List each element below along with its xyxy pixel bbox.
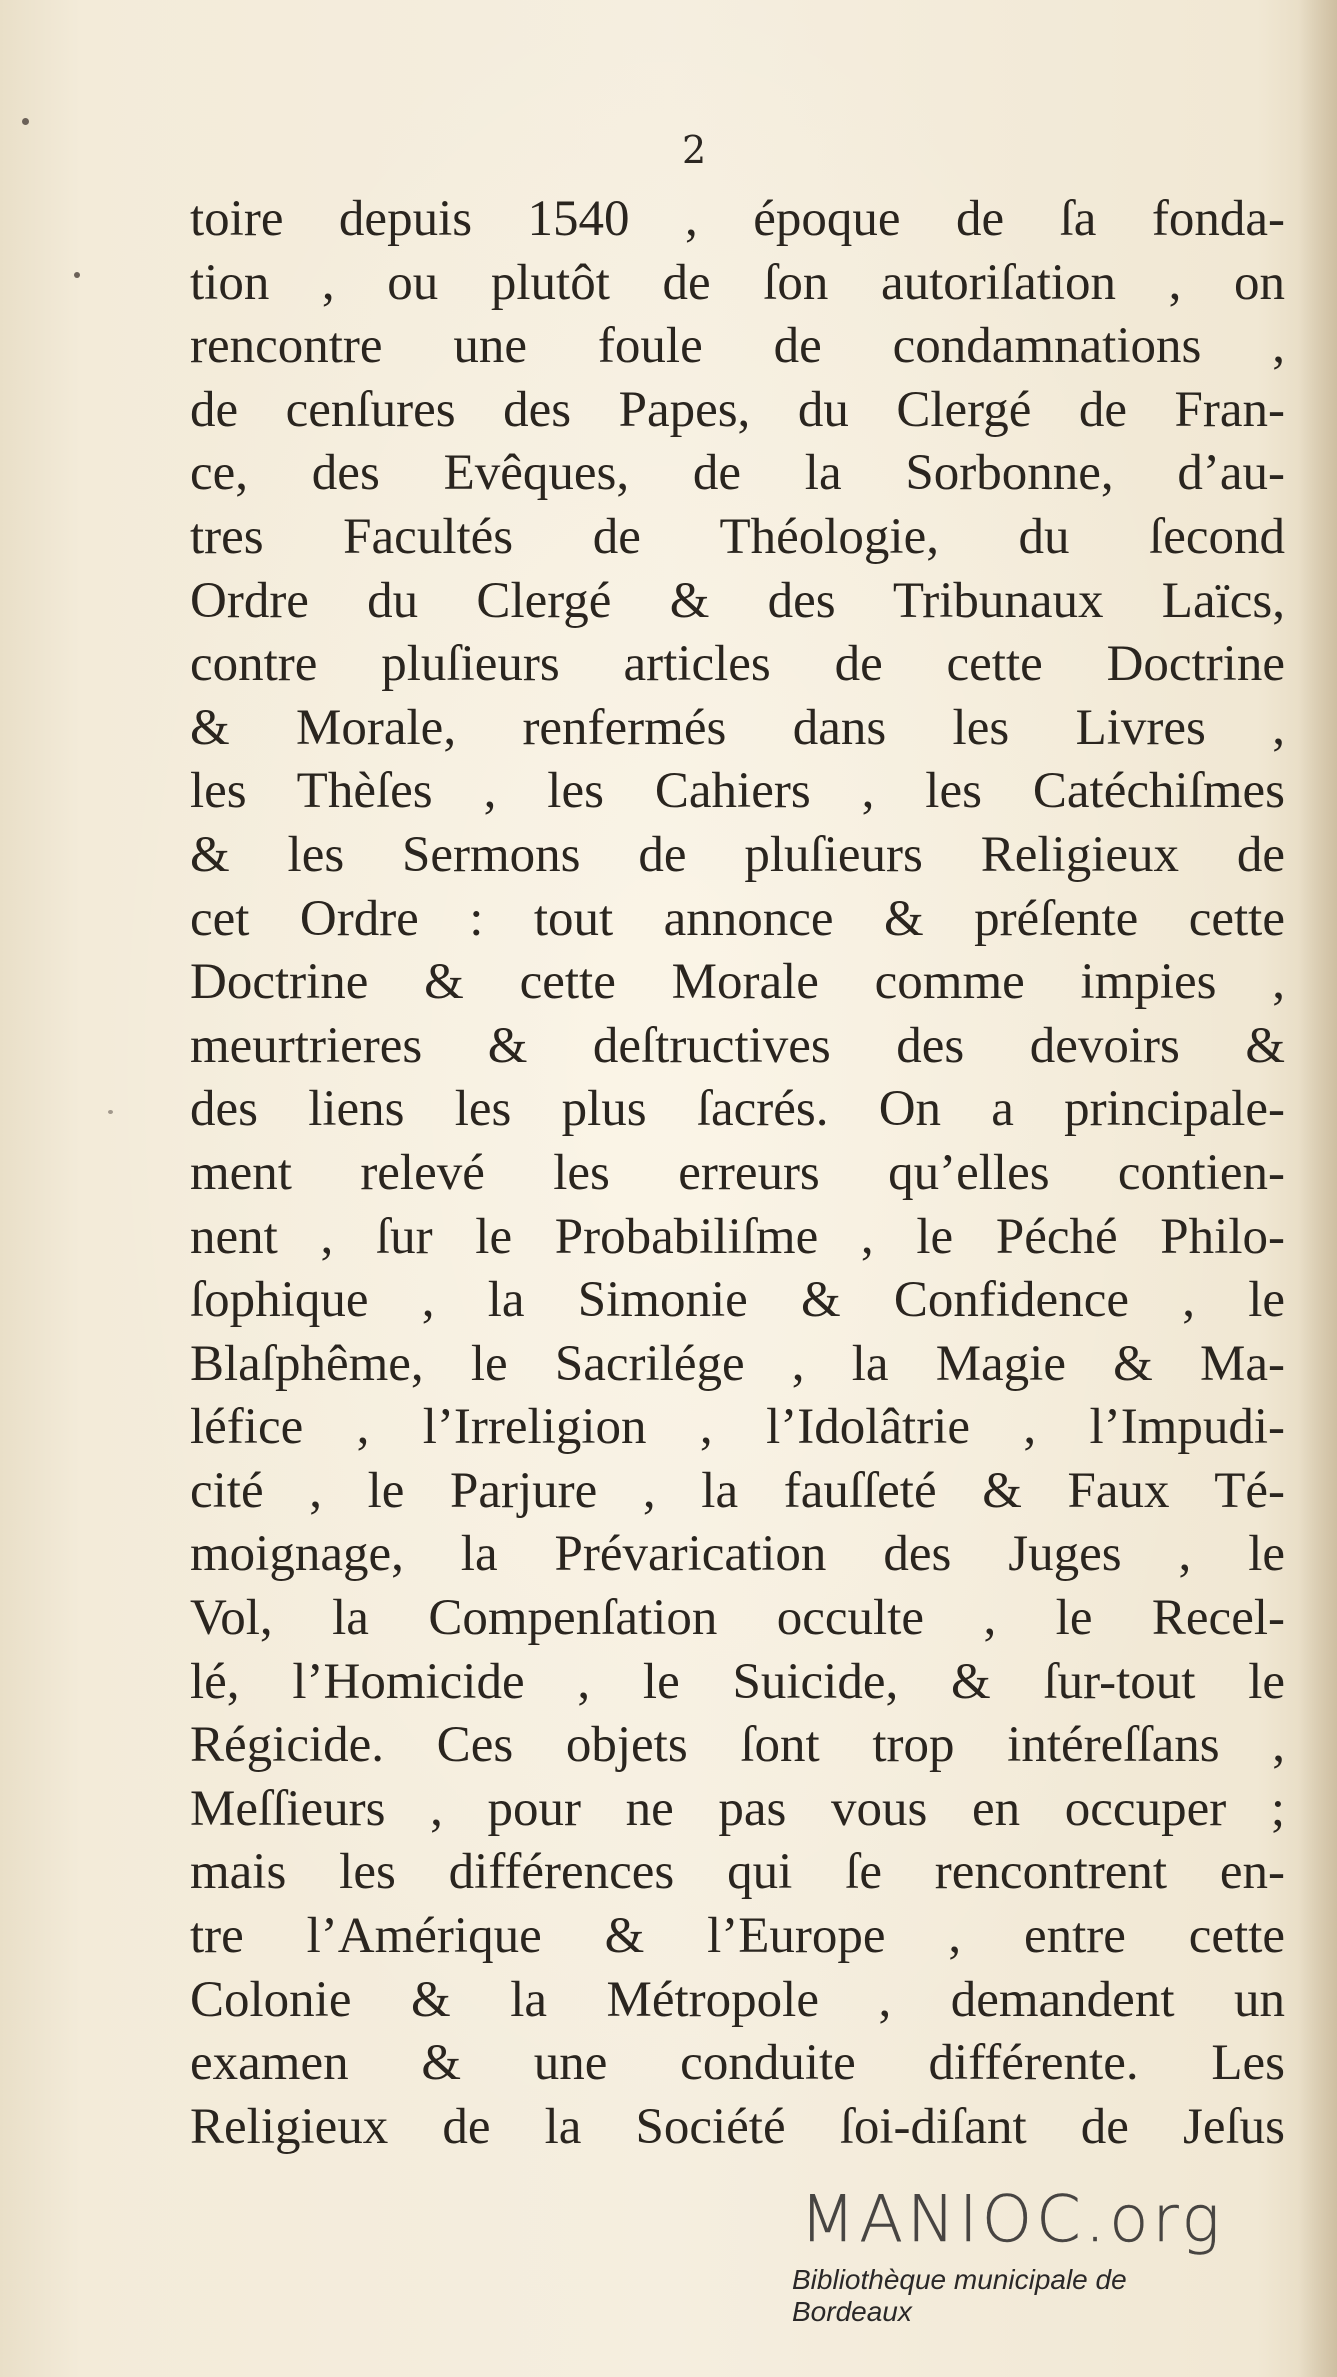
text-line: de cenſures des Papes, du Clergé de Fran-	[190, 381, 1285, 438]
text-line: mais les différences qui ſe rencontrent en-	[190, 1844, 1285, 1901]
text-line: des liens les plus ſacrés. On a principale-	[190, 1081, 1285, 1138]
text-line: examen & une conduite différente. Les	[190, 2035, 1285, 2092]
text-line: tion , ou plutôt de ſon autoriſation , on	[190, 254, 1285, 311]
text-line: cet Ordre : tout annonce & préſente cette	[190, 890, 1285, 947]
paper-speck	[108, 1110, 113, 1114]
text-line: Doctrine & cette Morale comme impies ,	[190, 954, 1285, 1011]
text-line: les Thèſes , les Cahiers , les Catéchiſmes	[190, 763, 1285, 820]
binding-shadow	[1299, 0, 1337, 2377]
text-line: cité , le Parjure , la fauſſeté & Faux Té-	[190, 1462, 1285, 1519]
text-line: tre l’Amérique & l’Europe , entre cette	[190, 1908, 1285, 1965]
paper-speck	[22, 118, 29, 125]
text-line: Ordre du Clergé & des Tribunaux Laïcs,	[190, 572, 1285, 629]
body-text	[190, 188, 1285, 2159]
text-line: nent , ſur le Probabiliſme , le Péché Philo-	[190, 1208, 1285, 1265]
text-line: & les Sermons de pluſieurs Religieux de	[190, 826, 1285, 883]
text-line: ſophique , la Simonie & Confidence , le	[190, 1272, 1285, 1329]
text-line: lé, l’Homicide , le Suicide, & ſur-tout le	[190, 1653, 1285, 1710]
text-line: Régicide. Ces objets ſont trop intéreſſans ,	[190, 1717, 1285, 1774]
text-line: ment relevé les erreurs qu’elles contien-	[190, 1144, 1285, 1201]
watermark	[792, 2183, 1252, 2328]
text-line: rencontre une foule de condamnations ,	[190, 318, 1285, 375]
text-line: léfice , l’Irreligion , l’Idolâtrie , l’Impudi-	[190, 1399, 1285, 1456]
text-line: meurtrieres & deſtructives des devoirs &	[190, 1017, 1285, 1074]
text-line: toire depuis 1540 , époque de ſa fonda-	[190, 191, 1285, 247]
library-credit: Bibliothèque municipale de Bordeaux	[792, 2264, 1127, 2327]
text-line: ce, des Evêques, de la Sorbonne, d’au-	[190, 445, 1285, 502]
text-line: tres Facultés de Théologie, du ſecond	[190, 508, 1285, 565]
text-line: Vol, la Compenſation occulte , le Recel-	[190, 1590, 1285, 1647]
text-line: moignage, la Prévarication des Juges , le	[190, 1526, 1285, 1583]
text-line: contre pluſieurs articles de cette Doctrine	[190, 636, 1285, 693]
page-number: 2	[682, 128, 708, 172]
paper-speck	[74, 272, 80, 278]
text-line: Religieux de la Société ſoi-diſant de Jeſus	[190, 2098, 1285, 2155]
text-line: Meſſieurs , pour ne pas vous en occuper ;	[190, 1780, 1285, 1837]
text-line: Blaſphême, le Sacrilége , la Magie & Ma-	[190, 1335, 1285, 1392]
text-line: & Morale, renfermés dans les Livres ,	[190, 699, 1285, 756]
text-line: Colonie & la Métropole , demandent un	[190, 1971, 1285, 2028]
manioc-logo: MANIOC.org	[800, 2183, 1224, 2257]
